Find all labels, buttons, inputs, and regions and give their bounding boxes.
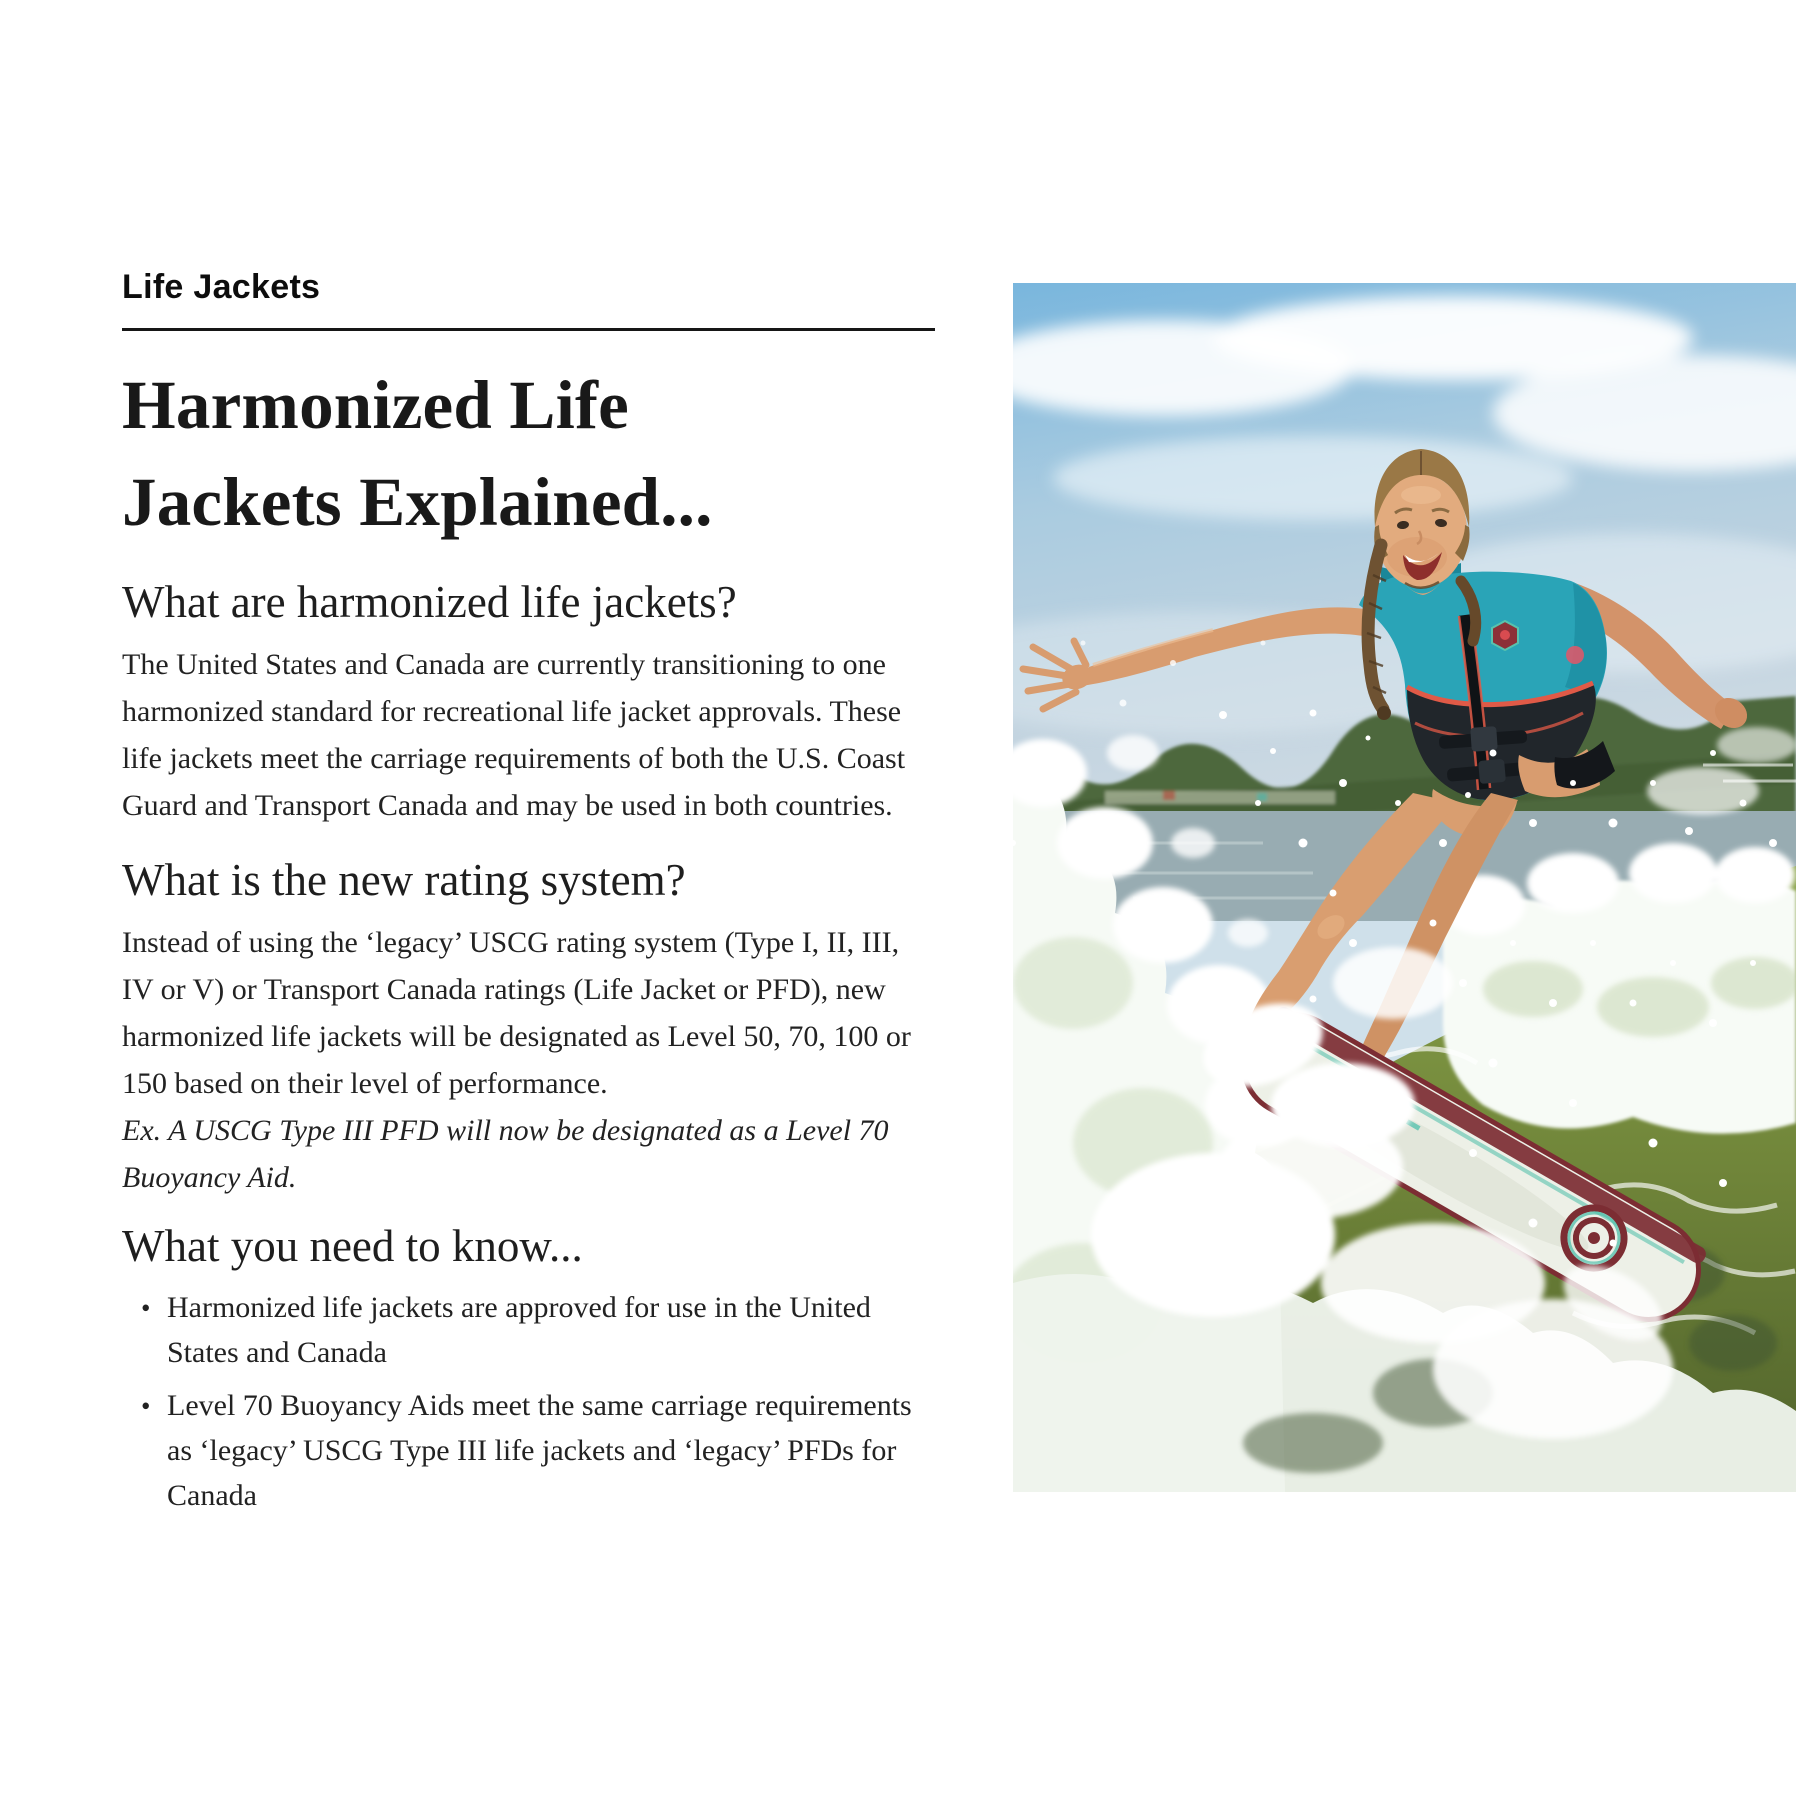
page-title-line-1: Harmonized Life	[122, 367, 629, 443]
section-heading-rating-system: What is the new rating system?	[122, 855, 686, 905]
section-need-to-know	[122, 1219, 937, 1518]
section-heading-what-are: What are harmonized life jackets?	[122, 577, 737, 627]
section-body-rating-system: Instead of using the ‘legacy’ USCG rating system (Type I, II, III, IV or V) or Transport Canada ratings (Life Jacket or PFD), new harmonized life jackets will be designated as Level 50, 70, 100 or 150 based on their level of performance.	[122, 926, 911, 1100]
section-rating-system	[122, 853, 937, 1201]
section-heading-need-to-know: What you need to know...	[122, 1221, 583, 1271]
category-label: Life Jackets	[122, 268, 321, 306]
article-column	[122, 270, 937, 1526]
example-note: Ex. A USCG Type III PFD will now be designated as a Level 70 Buoyancy Aid.	[122, 1114, 889, 1194]
page-title-line-2: Jackets Explained...	[122, 464, 713, 540]
hero-photo	[1013, 283, 1796, 1492]
wakesurf-scene-illustration	[1013, 283, 1796, 1492]
divider-rule	[122, 328, 935, 331]
list-item: • Level 70 Buoyancy Aids meet the same carriage requirements as ‘legacy’ USCG Type III life jackets and ‘legacy’ PFDs for Canada	[167, 1383, 937, 1518]
bullet-list	[122, 1285, 937, 1518]
section-what-are	[122, 575, 937, 829]
list-item: • Harmonized life jackets are approved for use in the United States and Canada	[167, 1285, 937, 1375]
section-body-what-are: The United States and Canada are currently transitioning to one harmonized standard for recreational life jacket approvals. These life jackets meet the carriage requirements of both the U.S. Coast Guard and Transport Canada and may be used in both countries.	[122, 648, 906, 822]
page-title	[122, 357, 937, 551]
